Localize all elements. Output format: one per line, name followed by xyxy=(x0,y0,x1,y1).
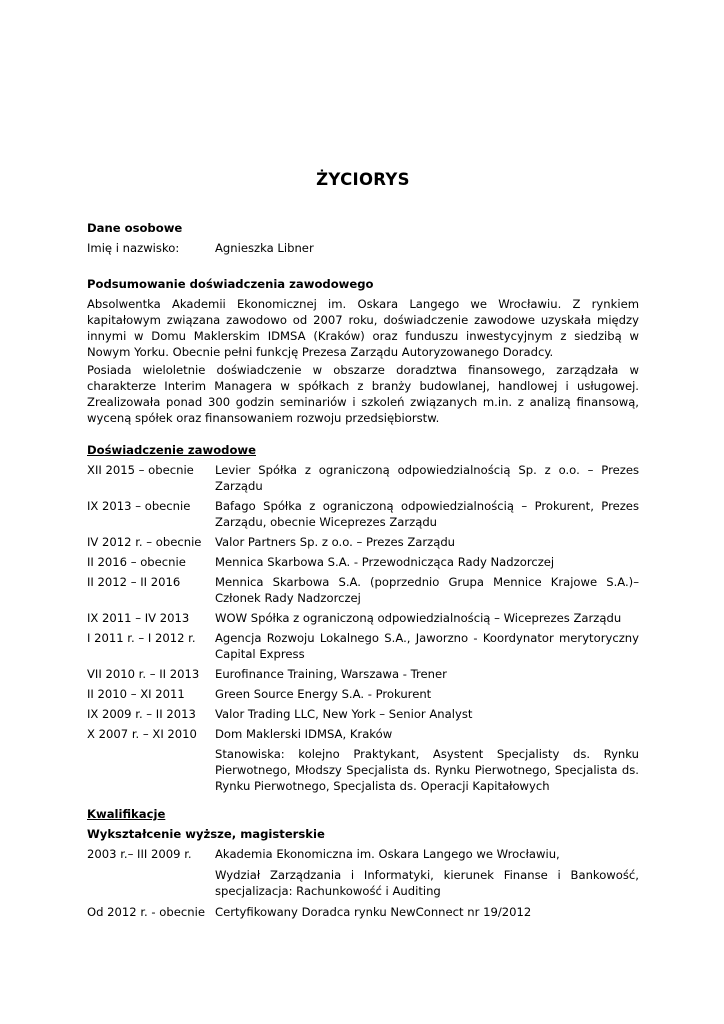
qualification-row xyxy=(87,846,639,862)
experience-desc: Mennica Skarbowa S.A. - Przewodnicząca Rady Nadzorczej xyxy=(215,555,555,569)
experience-period: XII 2015 – obecnie xyxy=(87,463,194,477)
name-row xyxy=(87,240,639,256)
experience-desc: Levier Spółka z ograniczoną odpowiedzialnością Sp. z o.o. – Prezes Zarządu xyxy=(215,463,639,493)
experience-period: II 2016 – obecnie xyxy=(87,555,186,569)
summary-paragraph-1: Absolwentka Akademii Ekonomicznej im. Oskara Langego we Wrocławiu. Z rynkiem kapitałowym związana zawodowo od 2007 roku, doświadczenie zawodowe uzyskała między innymi w Domu Maklerskim IDMSA (Kraków) oraz funduszu inwestycyjnym z siedzibą w Nowym Yorku. Obecnie pełni funkcję Prezesa Zarządu Autoryzowanego Doradcy. xyxy=(87,297,639,359)
experience-desc: Agencja Rozwoju Lokalnego S.A., Jaworzno - Koordynator merytoryczny Capital Express xyxy=(215,631,639,661)
summary-section xyxy=(87,275,639,426)
experience-row xyxy=(87,554,639,570)
experience-row xyxy=(87,462,639,494)
experience-period: IV 2012 r. – obecnie xyxy=(87,535,202,549)
qualification-row xyxy=(87,904,639,920)
personal-heading: Dane osobowe xyxy=(87,221,183,235)
experience-heading: Doświadczenie zawodowe xyxy=(87,443,256,457)
experience-period: II 2010 – XI 2011 xyxy=(87,687,185,701)
experience-period: VII 2010 r. – II 2013 xyxy=(87,667,200,681)
experience-period: IX 2009 r. – II 2013 xyxy=(87,707,196,721)
qualification-row xyxy=(87,867,639,899)
qualifications-section xyxy=(87,805,639,920)
experience-row xyxy=(87,498,639,530)
experience-row xyxy=(87,666,639,682)
name-label: Imię i nazwisko: xyxy=(87,241,180,255)
experience-desc: Green Source Energy S.A. - Prokurent xyxy=(215,687,432,701)
experience-desc: Dom Maklerski IDMSA, Kraków xyxy=(215,727,393,741)
experience-row xyxy=(87,706,639,722)
experience-period: II 2012 – II 2016 xyxy=(87,575,181,589)
experience-row xyxy=(87,630,639,662)
experience-desc: Valor Trading LLC, New York – Senior Analyst xyxy=(215,707,473,721)
experience-desc: Bafago Spółka z ograniczoną odpowiedzialnością – Prokurent, Prezes Zarządu, obecnie Wiceprezes Zarządu xyxy=(215,499,639,529)
name-value: Agnieszka Libner xyxy=(215,241,314,255)
experience-period: IX 2011 – IV 2013 xyxy=(87,611,190,625)
experience-row xyxy=(87,726,639,742)
qualification-desc: Akademia Ekonomiczna im. Oskara Langego we Wrocławiu, xyxy=(215,847,560,861)
document-title: ŻYCIORYS xyxy=(316,170,410,189)
qualifications-heading: Kwalifikacje xyxy=(87,807,166,821)
experience-desc: Stanowiska: kolejno Praktykant, Asystent Specjalisty ds. Rynku Pierwotnego, Młodszy Specjalista ds. Rynku Pierwotnego, Specjalista ds. Rynku Pierwotnego, Specjalista ds. Operacji Kapitałowych xyxy=(215,747,639,793)
summary-heading: Podsumowanie doświadczenia zawodowego xyxy=(87,277,374,291)
experience-row xyxy=(87,574,639,606)
qualification-desc: Certyfikowany Doradca rynku NewConnect nr 19/2012 xyxy=(215,905,532,919)
experience-period: IX 2013 – obecnie xyxy=(87,499,191,513)
experience-row xyxy=(87,686,639,702)
experience-row xyxy=(87,534,639,550)
experience-desc: Mennica Skarbowa S.A. (poprzednio Grupa Mennice Krajowe S.A.)– Członek Rady Nadzorczej xyxy=(215,575,639,605)
qualifications-list xyxy=(87,846,639,920)
experience-row xyxy=(87,746,639,794)
experience-period: I 2011 r. – I 2012 r. xyxy=(87,631,196,645)
experience-desc: Valor Partners Sp. z o.o. – Prezes Zarządu xyxy=(215,535,456,549)
experience-section xyxy=(87,441,639,794)
experience-row xyxy=(87,610,639,626)
education-subheading: Wykształcenie wyższe, magisterskie xyxy=(87,827,325,841)
experience-desc: WOW Spółka z ograniczoną odpowiedzialnością – Wiceprezes Zarządu xyxy=(215,611,622,625)
experience-desc: Eurofinance Training, Warszawa - Trener xyxy=(215,667,447,681)
qualification-period: Od 2012 r. - obecnie xyxy=(87,905,205,919)
experience-list xyxy=(87,462,639,794)
qualification-period xyxy=(87,867,215,899)
summary-paragraph-2: Posiada wieloletnie doświadczenie w obszarze doradztwa finansowego, zarządzała w charakterze Interim Managera w spółkach z branży budowlanej, handlowej i usługowej. Zrealizowała ponad 300 godzin seminariów i szkoleń związanych m.in. z analizą finansową, wyceną spółek oraz finansowaniem rozwoju przedsiębiorstw. xyxy=(87,363,639,425)
experience-period xyxy=(87,746,215,794)
personal-section xyxy=(87,219,639,256)
experience-period: X 2007 r. – XI 2010 xyxy=(87,727,197,741)
qualification-desc: Wydział Zarządzania i Informatyki, kierunek Finanse i Bankowość, specjalizacja: Rachunkowość i Auditing xyxy=(215,868,639,898)
qualification-period: 2003 r.– III 2009 r. xyxy=(87,847,192,861)
